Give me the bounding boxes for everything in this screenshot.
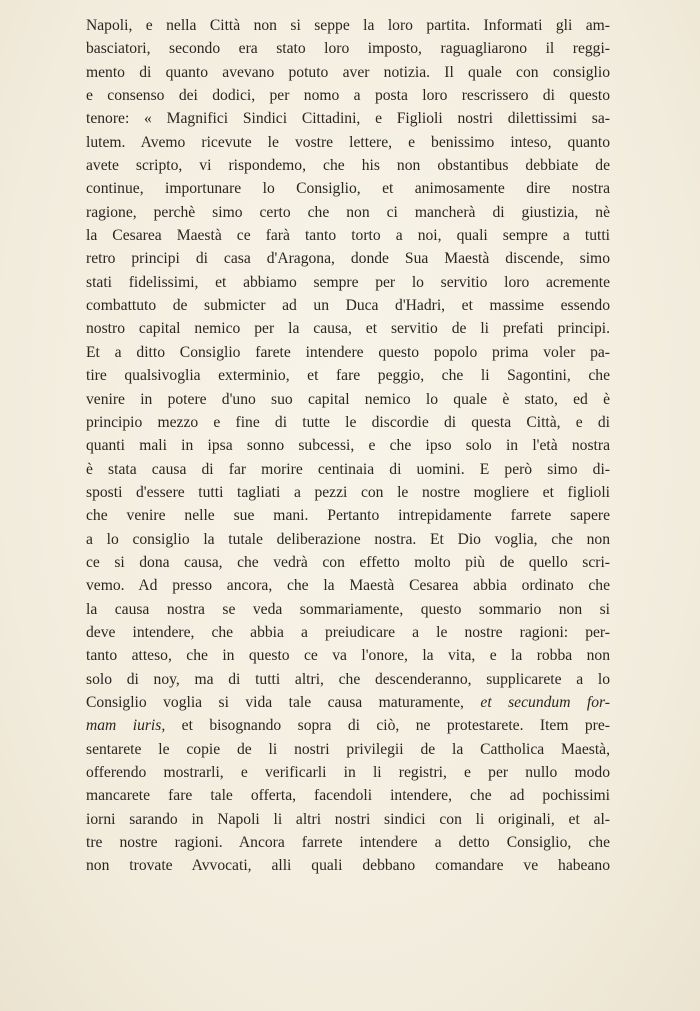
body-text: [86, 14, 610, 878]
text-line: continue, importunare lo Consiglio, et animosamente dire nostra: [86, 180, 610, 198]
text-line: venire in potere d'uno suo capital nemico lo quale è stato, ed è: [86, 390, 610, 408]
text-line: Napoli, e nella Città non si seppe la loro partita. Informati gli am-: [86, 17, 610, 34]
italic-phrase: mam iuris,: [86, 717, 166, 735]
text-line: tire qualsivoglia exterminio, et fare peggio, che li Sagontini, che: [86, 367, 610, 385]
text-line: principio mezzo e fine di tutte le discordie di questa Città, e di: [86, 413, 610, 431]
text-line: non trovate Avvocati, alli quali debbano comandare ve habeano: [86, 857, 610, 875]
italic-phrase: et secundum for-: [480, 693, 610, 711]
text-segment: et bisognando sopra di ciò, ne protestarete. Item pre-: [181, 717, 610, 735]
text-line: [86, 714, 610, 737]
text-line: mento di quanto avevano potuto aver notizia. Il quale con consiglio: [86, 63, 610, 81]
text-line: Et a ditto Consiglio farete intendere questo popolo prima voler pa-: [86, 343, 610, 361]
text-line: [86, 691, 610, 714]
text-line: deve intendere, che abbia a preiudicare a le nostre ragioni: per-: [86, 623, 610, 641]
text-line: a lo consiglio la tutale deliberazione nostra. Et Dio voglia, che non: [86, 530, 610, 548]
text-line: e consenso dei dodici, per nomo a posta loro rescrissero di questo: [86, 87, 610, 105]
text-line: combattuto de submicter ad un Duca d'Hadri, et massime essendo: [86, 297, 610, 315]
text-line: stati fidelissimi, et abbiamo sempre per lo servitio loro acremente: [86, 273, 610, 291]
text-line: ce si dona causa, che vedrà con effetto molto più de quello scri-: [86, 553, 610, 571]
text-line: tenore: « Magnifici Sindici Cittadini, e Figlioli nostri dilettissimi sa-: [86, 110, 610, 128]
text-line: mancarete fare tale offerta, facendoli intendere, che ad pochissimi: [86, 787, 610, 805]
text-line: vemo. Ad presso ancora, che la Maestà Cesarea abbia ordinato che: [86, 577, 610, 595]
text-line: retro principi di casa d'Aragona, donde Sua Maestà discende, simo: [86, 250, 610, 268]
text-line: che venire nelle sue mani. Pertanto intrepidamente farrete sapere: [86, 507, 610, 525]
text-line: lutem. Avemo ricevute le vostre lettere, e benissimo inteso, quanto: [86, 133, 610, 151]
text-line: offerendo mostrarli, e verificarli in li registri, e per nullo modo: [86, 764, 610, 781]
text-line: solo di noy, ma di tutti altri, che descenderanno, supplicarete a lo: [86, 670, 610, 688]
text-line: basciatori, secondo era stato loro imposto, raguagliarono il reggi-: [86, 40, 610, 58]
text-line: sposti d'essere tutti tagliati a pezzi con le nostre mogliere et figlioli: [86, 483, 610, 501]
text-line: sentarete le copie de li nostri privilegii de la Cattholica Maestà,: [86, 740, 610, 758]
text-line: ragione, perchè simo certo che non ci mancherà di giustizia, nè: [86, 203, 610, 221]
text-line: tre nostre ragioni. Ancora farrete intendere a detto Consiglio, che: [86, 834, 610, 852]
text-segment: Consiglio voglia si vida tale causa maturamente,: [86, 693, 464, 711]
text-line: avete scripto, vi rispondemo, che his non obstantibus debbiate de: [86, 157, 610, 175]
text-line: iorni sarando in Napoli li altri nostri sindici con li originali, et al-: [86, 810, 610, 828]
text-line: la causa nostra se veda sommariamente, questo sommario non si: [86, 600, 610, 618]
text-line: la Cesarea Maestà ce farà tanto torto a noi, quali sempre a tutti: [86, 227, 610, 245]
text-line: nostro capital nemico per la causa, et servitio de li prefati principi.: [86, 320, 610, 338]
text-line: è stata causa di far morire centinaia di uomini. E però simo di-: [86, 460, 610, 478]
text-line: quanti mali in ipsa sonno subcessi, e che ipso solo in l'età nostra: [86, 437, 610, 455]
text-line: tanto atteso, che in questo ce va l'onore, la vita, e la robba non: [86, 647, 610, 665]
